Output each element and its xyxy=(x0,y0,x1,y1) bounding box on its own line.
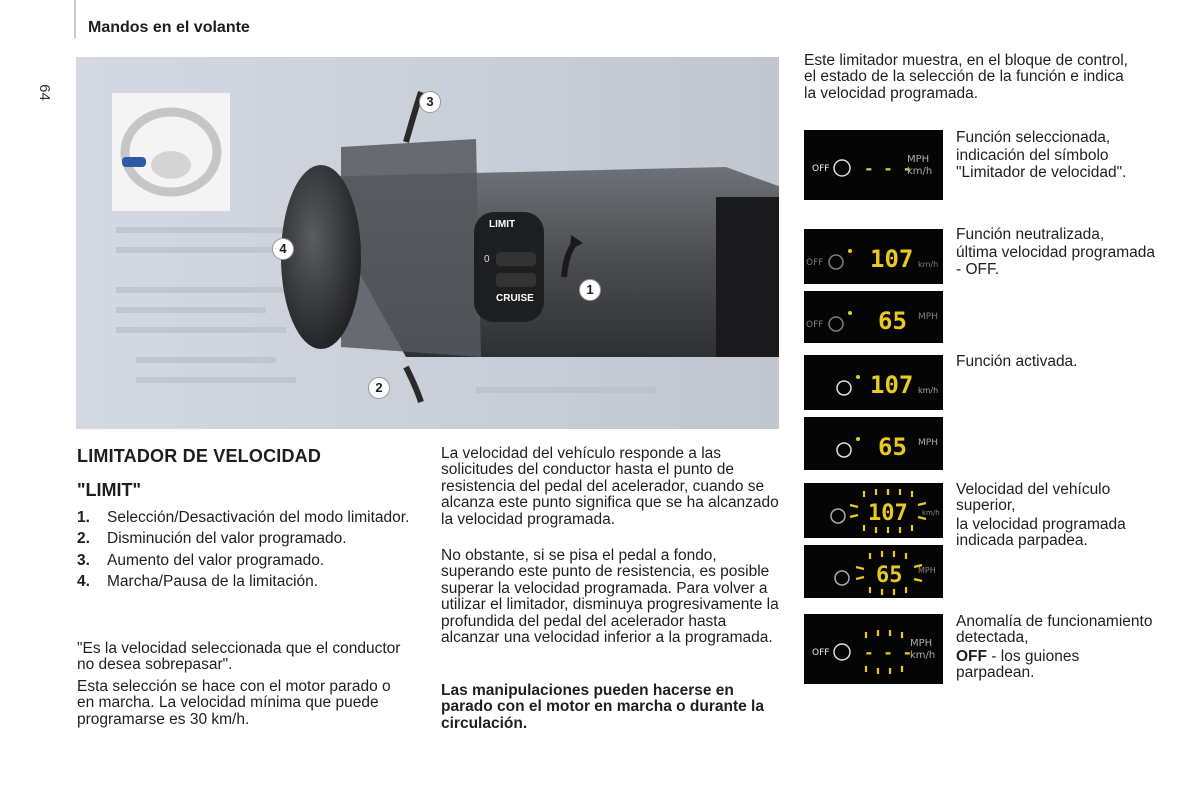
limit-marking: LIMIT xyxy=(489,219,516,230)
callout-2: 2 xyxy=(368,377,390,399)
list-item: 4. Marcha/Pausa de la limitación. xyxy=(77,573,319,591)
cruise-marking: CRUISE xyxy=(496,293,534,304)
display-overspeed-mph xyxy=(804,545,943,598)
svg-text:MPH: MPH xyxy=(918,566,936,575)
svg-text:65: 65 xyxy=(878,307,907,335)
selection-paragraph: Esta selección se hace con el motor parado o en marcha. La velocidad mínima que puede programarse es 30 km/h. xyxy=(77,678,391,728)
callout-3: 3 xyxy=(419,91,441,113)
zero-marking: 0 xyxy=(484,254,490,265)
svg-text:107: 107 xyxy=(870,245,914,273)
svg-text:- - -: - - - xyxy=(864,643,913,662)
list-item: 2. Disminución del valor programado. xyxy=(77,530,347,548)
header-rule xyxy=(74,0,76,38)
svg-text:km/h: km/h xyxy=(910,650,936,661)
svg-text:OFF: OFF xyxy=(812,648,830,658)
callout-1: 1 xyxy=(579,279,601,301)
caption-active: Función activada. xyxy=(956,353,1078,370)
svg-text:65: 65 xyxy=(876,563,903,588)
svg-text:MPH: MPH xyxy=(918,312,938,322)
svg-text:MPH: MPH xyxy=(910,638,933,649)
definition-quote: "Es la velocidad seleccionada que el conductor no desea sobrepasar". xyxy=(77,640,401,674)
svg-text:65: 65 xyxy=(878,433,907,461)
svg-text:107: 107 xyxy=(868,501,908,526)
caption-fault: Anomalía de funcionamiento detectada, OFF - los guiones parpadean. xyxy=(956,613,1153,682)
svg-text:OFF: OFF xyxy=(806,320,824,330)
svg-text:MPH: MPH xyxy=(918,438,938,448)
svg-text:km/h: km/h xyxy=(907,166,933,177)
display-overspeed-kmh xyxy=(804,483,943,538)
caption-selected: Función seleccionada, indicación del símbolo "Limitador de velocidad". xyxy=(956,129,1127,181)
section-title: LIMITADOR DE VELOCIDAD xyxy=(77,446,322,466)
list-item: 1. Selección/Desactivación del modo limitador. xyxy=(77,509,410,526)
page-header-title: Mandos en el volante xyxy=(88,19,250,36)
display-selected xyxy=(804,130,943,200)
display-neutral-mph xyxy=(804,291,943,343)
steering-stalk-photo xyxy=(76,57,779,429)
svg-text:- - -: - - - xyxy=(864,159,913,178)
display-active-mph xyxy=(804,417,943,470)
svg-text:km/h: km/h xyxy=(918,260,939,269)
off-label: OFF xyxy=(812,164,830,174)
display-intro: Este limitador muestra, en el bloque de control, el estado de la selección de la función e indica la velocidad programada. xyxy=(804,52,1128,102)
page-number: 64 xyxy=(35,84,53,101)
svg-text:km/h: km/h xyxy=(922,509,940,517)
override-paragraph: No obstante, si se pisa el pedal a fondo, superando este punto de resistencia, es posible superar la velocidad programada. Para volver a utilizar el limitador, disminuya progresivamente la profundida del pedal del acelerador hasta alcanzar una velocidad inferior a la programada. xyxy=(441,547,779,647)
caption-neutral: Función neutralizada, última velocidad programada - OFF. xyxy=(956,226,1156,278)
list-item: 3. Aumento del valor programado. xyxy=(77,551,325,569)
svg-text:km/h: km/h xyxy=(918,386,939,395)
section-subtitle: "LIMIT" xyxy=(77,480,142,500)
display-active-kmh xyxy=(804,355,943,410)
display-fault xyxy=(804,614,943,684)
operation-note: Las manipulaciones pueden hacerse en parado con el motor en marcha o durante la circulación. xyxy=(441,682,764,732)
svg-text:OFF: OFF xyxy=(806,258,824,268)
caption-overspeed: Velocidad del vehículo superior, la velocidad programada indicada parpadea. xyxy=(956,481,1126,550)
display-neutral-kmh xyxy=(804,229,943,284)
response-paragraph: La velocidad del vehículo responde a las solicitudes del conductor hasta el punto de resistencia del pedal del acelerador, cuando se alcanza este punto significa que se ha alcanzado la velocidad programada. xyxy=(441,445,779,528)
svg-text:107: 107 xyxy=(870,371,914,399)
svg-text:MPH: MPH xyxy=(907,154,930,165)
callout-4: 4 xyxy=(272,238,294,260)
steps-list xyxy=(77,510,422,596)
